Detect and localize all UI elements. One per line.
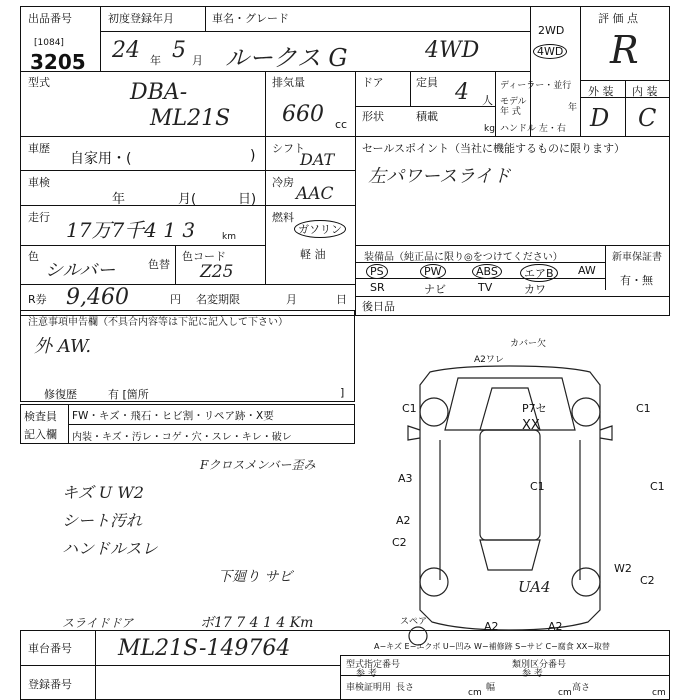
cert-label: 車検証明用 (346, 683, 392, 693)
model-year-label: モデル (500, 97, 527, 107)
ac-value: AAC (296, 184, 334, 204)
damage-legend: A−キズ E−エクボ U−凹み W−補修跡 S−サビ C−腐食 XX−取替 (374, 642, 610, 651)
fuel-gas: ガソリン (294, 220, 346, 238)
inspector-label-1: 検査員 (24, 410, 57, 423)
repair-value: 有 [箇所 (108, 388, 149, 401)
displacement-value: 660 (282, 102, 324, 127)
reg-year-value: 24 (112, 38, 140, 63)
diagram-mark-8: C1 (530, 480, 545, 493)
reg-year-unit: 年 (150, 54, 161, 67)
exterior-grade: D (590, 104, 610, 132)
inspection-month: 月( (178, 192, 197, 207)
interior-grade: C (638, 104, 657, 132)
inspector-note-5: 下廻り サビ (218, 569, 293, 585)
diagram-mark-2: カバー欠 (510, 339, 547, 349)
color-code-value: Z25 (200, 262, 234, 282)
diagram-mark-15: A2 (484, 620, 499, 633)
model-line1: DBA- (130, 80, 188, 105)
grade-label: 評 価 点 (598, 12, 638, 25)
repair-label: 修復歴 (44, 388, 77, 401)
equip-pw: PW (420, 264, 446, 279)
handle-label: ハンドル 左・右 (500, 124, 566, 134)
grade-value: R (610, 28, 639, 72)
equip-tv: TV (478, 281, 493, 294)
warranty-value: 有・無 (620, 274, 653, 287)
diagram-mark-4: C1 (636, 402, 651, 415)
history-close: ) (250, 148, 256, 164)
inspector-row-1: FW・キズ・飛石・ヒビ割・リペア跡・X要 (72, 410, 274, 422)
model-line2: ML21S (150, 106, 231, 131)
inspector-row-2: 内装・キズ・汚レ・コゲ・穴・スレ・キレ・破レ (72, 432, 292, 443)
sales-point-value: 左パワースライド (368, 166, 511, 187)
height-label: 高さ (572, 683, 591, 693)
diagram-mark-11: C2 (392, 536, 407, 549)
length-label: 長さ (396, 683, 415, 693)
diagram-mark-3: C1 (402, 402, 417, 415)
name-change-day: 日 (336, 293, 347, 306)
inspection-day: 日) (238, 192, 257, 207)
shape-label: 形状 (362, 110, 384, 123)
drive-4wd: 4WD (533, 44, 567, 59)
mileage-unit: km (222, 232, 236, 242)
color-change-label: 色替 (148, 258, 170, 271)
recycle-value: 9,460 (66, 285, 129, 310)
inspector-note-extra: ボ17 7 4 1 4 Km (200, 615, 314, 631)
notes-label: 注意事項申告欄（不具合内容等は下記に記入して下さい） (28, 317, 288, 328)
inspector-note-6: スライドドア (62, 616, 134, 630)
displacement-label: 排気量 (272, 76, 305, 89)
equip-aw: AW (578, 264, 596, 277)
recycle-unit: 円 (170, 293, 181, 306)
inspector-note-2: キズ U W2 (62, 483, 144, 502)
diagram-mark-9: C1 (650, 480, 665, 493)
history-value: 自家用・( (70, 151, 132, 167)
diagram-mark-14: UA4 (518, 578, 551, 596)
inspector-note-4: ハンドルスレ (62, 539, 158, 558)
equipment-label: 装備品（純正品に限り◎をつけてください） (364, 252, 563, 263)
mileage-value: 17万7千4 1 3 (66, 218, 196, 242)
interior-label: 内 装 (632, 85, 658, 98)
diagram-mark-12: W2 (614, 562, 632, 575)
name-change-label: 名変期限 (196, 293, 240, 306)
diagram-mark-13: C2 (640, 574, 655, 587)
diagram-mark-7: A3 (398, 472, 413, 485)
drive-handwritten: 4WD (425, 38, 480, 63)
repair-close: ] (340, 386, 345, 399)
inspector-label-2: 記入欄 (24, 428, 57, 441)
exterior-label: 外 装 (588, 85, 614, 98)
color-code-label: 色コード (182, 250, 226, 263)
capacity-label: 定員 (416, 76, 438, 89)
registration-label: 登録番号 (28, 678, 72, 691)
reg-month-unit: 月 (192, 54, 203, 67)
equip-sr: SR (370, 281, 385, 294)
displacement-unit: cc (335, 118, 348, 131)
color-value: シルバー (45, 260, 116, 281)
spare-label: スペア (400, 617, 428, 627)
inspector-note-1: Fクロスメンバー歪み (200, 458, 316, 472)
history-label: 車歴 (28, 142, 50, 155)
chassis-value: ML21S-149764 (118, 636, 291, 661)
name-change-month: 月 (286, 293, 297, 306)
equip-abs: ABS (472, 264, 502, 279)
width-label: 幅 (486, 683, 496, 693)
model-year-unit: 年 (568, 103, 578, 113)
drive-2wd: 2WD (538, 24, 565, 37)
equip-leather: カワ (524, 283, 546, 296)
fuel-label: 燃料 (272, 211, 294, 224)
car-name-label: 車名・グレード (212, 12, 289, 25)
sales-point-label: セールスポイント（当社に機能するものに限ります） (362, 142, 626, 155)
equip-navi: ナビ (424, 283, 446, 296)
type-number-label: 型式指定番号 (346, 660, 401, 670)
reg-year-label: 初度登録年月 (108, 12, 174, 25)
inspection-label: 車検 (28, 176, 50, 189)
recycle-label: R券 (28, 293, 47, 306)
capacity-unit: 人 (482, 94, 493, 107)
length-unit: cm (468, 688, 482, 698)
class-ref-label: 参 考 (522, 669, 543, 679)
color-label: 色 (28, 250, 39, 263)
diagram-mark-1: A2ワレ (474, 355, 504, 365)
equip-ps: PS (366, 264, 388, 279)
dealer-label: ディーラー・並行 (500, 81, 572, 91)
load-label: 積載 (416, 110, 438, 123)
type-ref-label: 参 考 (356, 669, 377, 679)
reg-month-value: 5 (172, 38, 186, 63)
equip-airbag: エアB (520, 264, 558, 282)
width-unit: cm (558, 688, 572, 698)
diagram-mark-6: XX (522, 418, 540, 433)
diagram-mark-5: P7セ (522, 402, 547, 415)
inspector-note-3: シート汚れ (62, 511, 143, 530)
chassis-label: 車台番号 (28, 642, 72, 655)
lot-sub: [1084] (34, 38, 64, 48)
shift-value: DAT (300, 150, 335, 169)
load-unit: kg (484, 124, 495, 134)
fuel-diesel: 軽 油 (300, 248, 326, 261)
height-unit: cm (652, 688, 666, 698)
class-number-label: 類別区分番号 (512, 660, 567, 670)
model-year-label2: 年 式 (500, 107, 521, 117)
mileage-label: 走行 (28, 211, 50, 224)
lot-number: 3205 (30, 50, 86, 74)
lot-label: 出品番号 (28, 12, 72, 25)
car-name-value: ルークス G (225, 44, 348, 72)
diagram-mark-16: A2 (548, 620, 563, 633)
shift-label: シフト (272, 142, 305, 155)
capacity-value: 4 (455, 80, 469, 105)
model-label: 型式 (28, 76, 50, 89)
ac-label: 冷房 (272, 176, 294, 189)
notes-value: 外 AW. (34, 336, 92, 357)
diagram-mark-10: A2 (396, 514, 411, 527)
warranty-label: 新車保証書 (612, 252, 662, 263)
door-label: ドア (362, 76, 384, 89)
seat-label: 後日品 (362, 300, 395, 313)
inspection-year: 年 (112, 192, 126, 207)
